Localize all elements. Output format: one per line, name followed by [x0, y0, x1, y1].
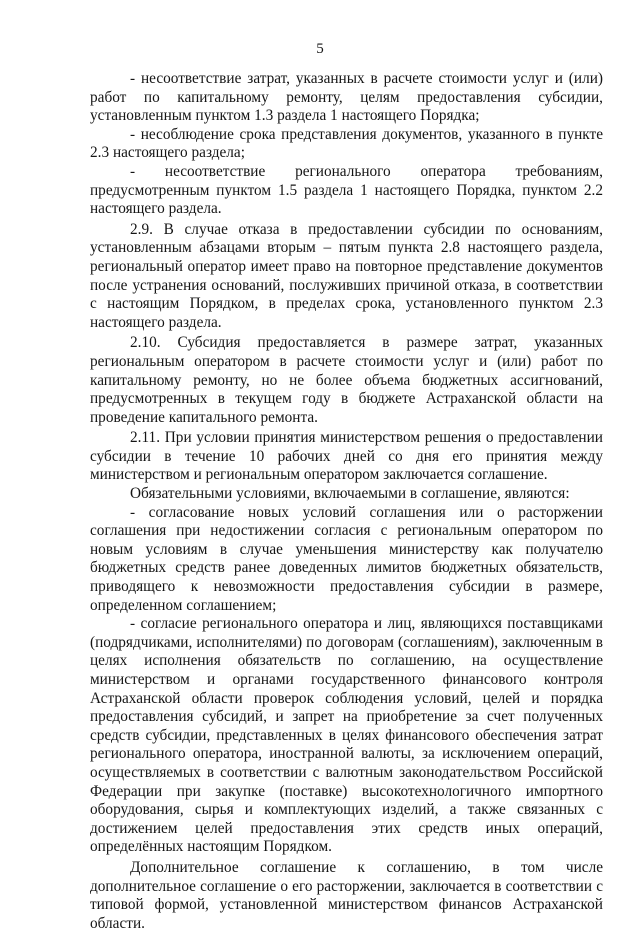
clause-2-10: 2.10. Субсидия предоставляется в размере затрат, указанных региональным оператором в расчете стоимости услуг и (или) работ по капитальному ремонту, но не более объема бюджетных ассигнований, предусмотренных в текущем году в бюджете Астраханской области на проведение капитального ремонта.	[90, 334, 603, 426]
clause-2-9: 2.9. В случае отказа в предоставлении субсидии по основаниям, установленным абзацами вторым – пятым пункта 2.8 настоящего раздела, региональный оператор имеет право на повторное представление документов после устранения оснований, послуживших причиной отказа, в соответствии с настоящим Порядком, в пределах срока, установленного пунктом 2.3 настоящего раздела.	[90, 220, 603, 331]
list-item-operator-noncompliance: - несоответствие регионального оператора требованиям, предусмотренным пунктом 1.5 раздела 1 настоящего Порядка, пунктом 2.2 настоящего раздела.	[90, 162, 603, 218]
list-item-cost-mismatch: - несоответствие затрат, указанных в расчете стоимости услуг и (или) работ по капитальному ремонту, целям предоставления субсидии, установленным пунктом 1.3 раздела 1 настоящего Порядка;	[90, 70, 603, 125]
condition-new-terms: - согласование новых условий соглашения или о расторжении соглашения при недостижении согласия с региональным оператором по новым условиям в случае уменьшения министерству как получателю бюджетных средств ранее доведенных лимитов бюджетных обязательств, приводящего к невозможности предоставления субсидии в размере, определенном соглашением;	[90, 503, 603, 614]
document-body	[90, 70, 603, 933]
supplementary-agreement: Дополнительное соглашение к соглашению, в том числе дополнительное соглашение о его расторжении, заключается в соответствии с типовой формой, установленной министерством финансов Астраханской области.	[90, 858, 603, 932]
mandatory-conditions-intro: Обязательными условиями, включаемыми в соглашение, являются:	[130, 485, 570, 503]
clause-2-11: 2.11. При условии принятия министерством решения о предоставлении субсидии в течение 10 рабочих дней со дня его принятия между министерством и региональным оператором заключается соглашение.	[90, 429, 603, 484]
condition-consent-and-ban: - согласие регионального оператора и лиц, являющихся поставщиками (подрядчиками, исполнителями) по договорам (соглашениям), заключенным в целях исполнения обязательств по соглашению, на осуществление министерством и органами государственного финансового контроля Астраханской области проверок соблюдения условий, целей и порядка предоставления субсидий, и запрет на приобретение за счет полученных средств субсидии, представленных в целях финансового обеспечения затрат регионального оператора, иностранной валюты, за исключением операций, осуществляемых в соответствии с валютным законодательством Российской Федерации при закупке (поставке) высокотехнологичного импортного оборудования, сырья и комплектующих изделий, а также связанных с достижением целей предоставления этих средств иных операций, определённых настоящим Порядком.	[90, 615, 603, 856]
list-item-deadline-violation: - несоблюдение срока представления документов, указанного в пункте 2.3 настоящего раздела;	[90, 125, 603, 162]
page-number: 5	[316, 41, 324, 57]
